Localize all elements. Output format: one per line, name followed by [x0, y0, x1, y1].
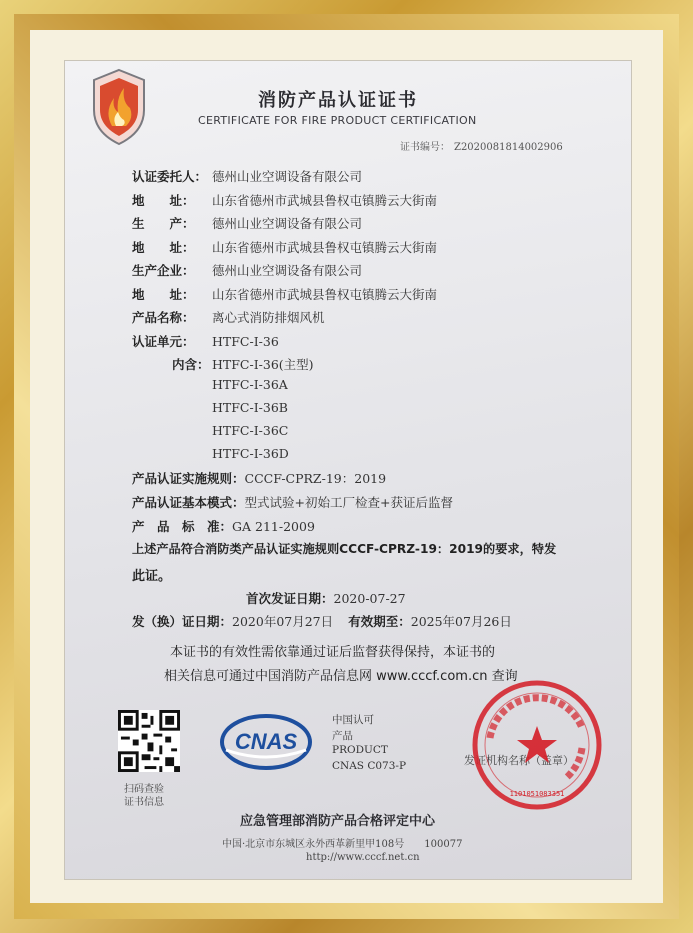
- seal-number: 1101051083351: [509, 790, 565, 798]
- field-label: 认证委托人：: [132, 169, 208, 184]
- field-value: 德州山业空调设备有限公司: [212, 263, 363, 278]
- rule-value: CCCF-CPRZ-19：2019: [244, 471, 387, 486]
- first-issue-label: 首次发证日期：: [246, 591, 334, 606]
- rule-value: GA 211-2009: [232, 519, 315, 534]
- field-label: 产品名称：: [132, 310, 195, 325]
- footer-url: http://www.cccf.net.cn: [306, 852, 420, 863]
- qr-caption-line2: 证书信息: [124, 797, 164, 808]
- first-issue-row: [246, 588, 406, 607]
- model-item: HTFC-I-36(主型): [212, 357, 314, 372]
- field-row: [132, 331, 279, 350]
- field-row: [132, 190, 437, 209]
- certificate-title-cn: 消防产品认证证书: [258, 90, 418, 111]
- model-item: HTFC-I-36C: [212, 423, 289, 438]
- fire-certification-logo-icon: [90, 68, 148, 146]
- field-row: [132, 166, 362, 185]
- field-row: [132, 213, 362, 232]
- cnas-line: 中国认可: [332, 714, 374, 726]
- rule-label: 产 品 标 准：: [132, 519, 233, 534]
- rule-row: [132, 468, 386, 487]
- issue-date: 2020年07月27日: [232, 614, 334, 629]
- field-value: 山东省德州市武城县鲁权屯镇腾云大街南: [212, 287, 438, 302]
- footer-organization: 应急管理部消防产品合格评定中心: [240, 814, 436, 829]
- cnas-line: PRODUCT: [332, 744, 388, 756]
- issue-label: 发（换）证日期：: [132, 614, 233, 629]
- official-seal-icon: [470, 678, 604, 812]
- field-value: 德州山业空调设备有限公司: [212, 216, 363, 231]
- certificate-title-en: CERTIFICATE FOR FIRE PRODUCT CERTIFICATION: [198, 114, 477, 127]
- footer-address: 中国·北京市东城区永外西革新里甲108号 100077: [222, 839, 463, 850]
- conformity-statement-line2: 此证。: [132, 569, 172, 584]
- cnas-line: CNAS C073-P: [332, 760, 407, 772]
- field-value: 德州山业空调设备有限公司: [212, 169, 363, 184]
- valid-date: 2025年07月26日: [410, 614, 512, 629]
- conformity-statement-line1: 上述产品符合消防类产品认证实施规则CCCF-CPRZ-19：2019的要求，特发: [132, 542, 557, 556]
- field-label: 地 址：: [132, 287, 195, 302]
- field-value: 离心式消防排烟风机: [212, 310, 325, 325]
- cnas-logo-text: CNAS: [234, 729, 298, 754]
- notice-line1: 本证书的有效性需依靠通过证后监督获得保持，本证书的: [170, 645, 496, 660]
- rule-value: 型式试验+初始工厂检查+获证后监督: [244, 495, 453, 510]
- qr-caption-line1: 扫码查验: [124, 784, 164, 795]
- certificate-number-label: 证书编号：: [400, 142, 450, 153]
- field-row: [132, 284, 437, 303]
- notice-line2: 相关信息可通过中国消防产品信息网 www.cccf.com.cn 查询: [164, 669, 518, 684]
- field-label: 地 址：: [132, 193, 195, 208]
- cnas-logo-icon: [218, 712, 314, 772]
- field-label: 认证单元：: [132, 334, 195, 349]
- rule-label: 产品认证实施规则：: [132, 471, 245, 486]
- field-row: [132, 307, 325, 326]
- rule-row: [132, 516, 315, 535]
- contains-row: [172, 354, 314, 373]
- valid-label: 有效期至：: [348, 614, 411, 629]
- field-label: 生 产：: [132, 216, 195, 231]
- field-value: 山东省德州市武城县鲁权屯镇腾云大街南: [212, 193, 438, 208]
- rule-row: [132, 492, 453, 511]
- field-label: 生产企业：: [132, 263, 195, 278]
- issue-row: [132, 611, 512, 630]
- model-item: HTFC-I-36D: [212, 446, 289, 461]
- field-value: HTFC-I-36: [212, 334, 279, 349]
- field-row: [132, 237, 437, 256]
- field-label: 地 址：: [132, 240, 195, 255]
- first-issue-date: 2020-07-27: [333, 591, 406, 606]
- certificate-number-value: Z2020081814002906: [454, 142, 563, 153]
- certificate-number: [396, 138, 563, 153]
- field-row: [132, 260, 362, 279]
- model-item: HTFC-I-36B: [212, 400, 288, 415]
- cnas-line: 产品: [332, 730, 353, 742]
- qr-code-icon: [118, 710, 180, 772]
- model-item: HTFC-I-36A: [212, 377, 288, 392]
- issuer-label: 发证机构名称（盖章）: [464, 754, 574, 767]
- field-value: 山东省德州市武城县鲁权屯镇腾云大街南: [212, 240, 438, 255]
- rule-label: 产品认证基本模式：: [132, 495, 245, 510]
- contains-label: 内含：: [172, 357, 210, 372]
